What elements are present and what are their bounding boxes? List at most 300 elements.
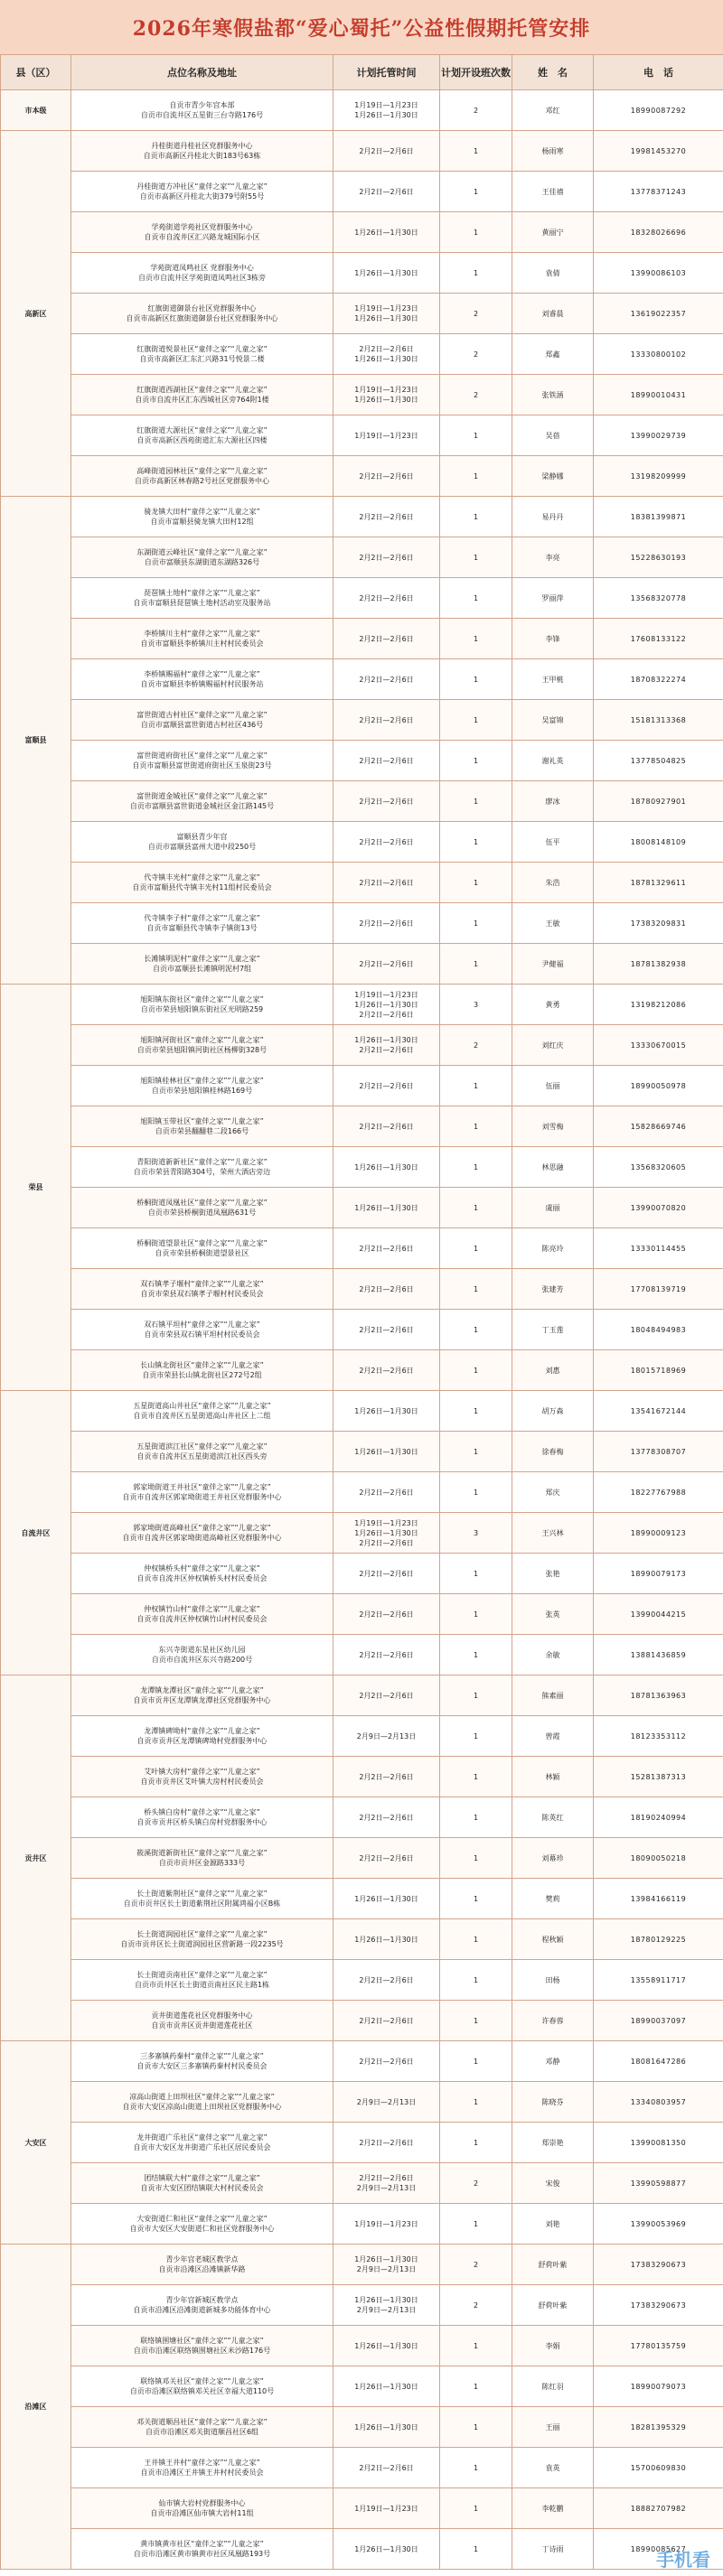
- table-row: [1, 1675, 723, 1716]
- contact-name-cell: 黄勇: [512, 985, 594, 1025]
- dates-cell: 1月26日—1月30日: [333, 1188, 440, 1228]
- phone-cell: 15181313368: [594, 700, 723, 741]
- phone-cell: 17608133122: [594, 619, 723, 659]
- dates-cell: 2月2日—2月6日: [333, 1472, 440, 1513]
- dates-cell: 2月2日—2月6日: [333, 1228, 440, 1269]
- count-cell: 1: [440, 700, 512, 741]
- table-row: [1, 2529, 723, 2570]
- table-row: [1, 1554, 723, 1594]
- count-cell: 1: [440, 212, 512, 253]
- count-cell: 1: [440, 1432, 512, 1472]
- site-cell: 桥桐街道凤凰社区“童伴之家”“儿童之家” 自贡市荣县桥桐街道凤凰路631号: [71, 1188, 333, 1228]
- dates-cell: 1月19日—1月23日 1月26日—1月30日 2月2日—2月6日: [333, 985, 440, 1025]
- site-cell: 富世街道古村社区“童伴之家”“儿童之家” 自贡市富顺县富世街道古村社区436号: [71, 700, 333, 741]
- table-row: [1, 1106, 723, 1147]
- table-row: [1, 1025, 723, 1066]
- table-row: [1, 1269, 723, 1310]
- count-cell: 1: [440, 2326, 512, 2366]
- site-cell: 郭家坳街道王井社区“童伴之家”“儿童之家” 自贡市自流井区郭家坳街道王井社区党群服务中心: [71, 1472, 333, 1513]
- phone-cell: 17708139719: [594, 1269, 723, 1310]
- phone-cell: 17383290673: [594, 2245, 723, 2285]
- contact-name-cell: 张建芳: [512, 1269, 594, 1310]
- contact-name-cell: 邓静: [512, 2041, 594, 2082]
- site-cell: 邓关街道顺昌社区“童伴之家”“儿童之家” 自贡市沿滩区邓关街道顺昌社区6组: [71, 2407, 333, 2448]
- count-cell: 1: [440, 1188, 512, 1228]
- phone-cell: 18381399871: [594, 497, 723, 537]
- count-cell: 1: [440, 1675, 512, 1716]
- phone-cell: 18780927901: [594, 781, 723, 822]
- table-row: [1, 2204, 723, 2245]
- table-row: [1, 253, 723, 294]
- count-cell: 1: [440, 456, 512, 497]
- count-cell: 1: [440, 2041, 512, 2082]
- phone-cell: 17383209831: [594, 903, 723, 944]
- table-row: [1, 456, 723, 497]
- table-row: [1, 2082, 723, 2123]
- contact-name-cell: 吴蓓: [512, 415, 594, 456]
- dates-cell: 2月2日—2月6日 2月9日—2月13日: [333, 2163, 440, 2204]
- site-cell: 旭阳镇玉带社区“童伴之家”“儿童之家” 自贡市荣县翻翻巷二段166号: [71, 1106, 333, 1147]
- contact-name-cell: 王敏: [512, 903, 594, 944]
- dates-cell: 2月2日—2月6日: [333, 1106, 440, 1147]
- dates-cell: 2月2日—2月6日: [333, 2448, 440, 2488]
- contact-name-cell: 程秋颖: [512, 1919, 594, 1960]
- phone-cell: 17780135759: [594, 2326, 723, 2366]
- site-cell: 富世街道府街社区“童伴之家”“儿童之家” 自贡市富顺县富世街道府街社区玉泉街23号: [71, 741, 333, 781]
- phone-cell: 13330114455: [594, 1228, 723, 1269]
- dates-cell: 2月2日—2月6日: [333, 1350, 440, 1391]
- count-cell: 1: [440, 1879, 512, 1919]
- phone-cell: 13330800102: [594, 334, 723, 375]
- contact-name-cell: 胡万森: [512, 1391, 594, 1432]
- count-cell: 1: [440, 903, 512, 944]
- site-cell: 长土街道润园社区“童伴之家”“儿童之家” 自贡市贡井区长土街道润园社区营新路一段2235号: [71, 1919, 333, 1960]
- county-cell: 高新区: [1, 131, 71, 497]
- table-row: [1, 294, 723, 334]
- phone-cell: 13330670015: [594, 1025, 723, 1066]
- dates-cell: 1月26日—1月30日: [333, 2366, 440, 2407]
- count-cell: 1: [440, 2448, 512, 2488]
- count-cell: 3: [440, 1513, 512, 1554]
- dates-cell: 2月2日—2月6日: [333, 2123, 440, 2163]
- phone-cell: 18227767988: [594, 1472, 723, 1513]
- dates-cell: 1月26日—1月30日: [333, 1391, 440, 1432]
- phone-cell: 13990044215: [594, 1594, 723, 1635]
- contact-name-cell: 伍平: [512, 822, 594, 863]
- table-row: [1, 2488, 723, 2529]
- table-row: [1, 2407, 723, 2448]
- phone-cell: 18190240994: [594, 1797, 723, 1838]
- site-cell: 桥头镇白房村“童伴之家”“儿童之家” 自贡市贡井区桥头镇白房村党群服务中心: [71, 1797, 333, 1838]
- site-cell: 艾叶镇大房村“童伴之家”“儿童之家” 自贡市贡井区艾叶镇大房村村民委员会: [71, 1757, 333, 1797]
- contact-name-cell: 田杨: [512, 1960, 594, 2001]
- header-dates: 计划托管时间: [333, 55, 440, 90]
- count-cell: 1: [440, 1269, 512, 1310]
- contact-name-cell: 陈红羽: [512, 2366, 594, 2407]
- phone-cell: 18990009123: [594, 1513, 723, 1554]
- site-cell: 三多寨镇药秦村“童伴之家”“儿童之家” 自贡市大安区三多寨镇药秦村村民委员会: [71, 2041, 333, 2082]
- site-cell: 富顺县青少年宫 自贡市富顺县富州大道中段250号: [71, 822, 333, 863]
- count-cell: 1: [440, 537, 512, 578]
- site-cell: 大安街道仁和社区“童伴之家”“儿童之家” 自贡市大安区大安街道仁和社区党群服务中心: [71, 2204, 333, 2245]
- phone-cell: 13778308707: [594, 1432, 723, 1472]
- count-cell: 1: [440, 2529, 512, 2570]
- dates-cell: 1月19日—1月23日: [333, 2488, 440, 2529]
- contact-name-cell: 梁静娜: [512, 456, 594, 497]
- phone-cell: 15281387313: [594, 1757, 723, 1797]
- table-row: [1, 903, 723, 944]
- contact-name-cell: 李亮: [512, 537, 594, 578]
- dates-cell: 1月26日—1月30日 2月9日—2月13日: [333, 2285, 440, 2326]
- site-cell: 团结镇联大村“童伴之家”“儿童之家” 自贡市大安区团结镇联大村村民委员会: [71, 2163, 333, 2204]
- contact-name-cell: 刘红庆: [512, 1025, 594, 1066]
- schedule-table: [0, 54, 723, 2570]
- table-row: [1, 172, 723, 212]
- contact-name-cell: 丁玉莲: [512, 1310, 594, 1350]
- count-cell: 1: [440, 131, 512, 172]
- table-body: [1, 90, 723, 2570]
- count-cell: 1: [440, 578, 512, 619]
- count-cell: 1: [440, 1391, 512, 1432]
- count-cell: 1: [440, 253, 512, 294]
- contact-name-cell: 徐春梅: [512, 1432, 594, 1472]
- contact-name-cell: 李乾鹏: [512, 2488, 594, 2529]
- dates-cell: 2月2日—2月6日: [333, 2041, 440, 2082]
- count-cell: 2: [440, 375, 512, 415]
- table-row: [1, 863, 723, 903]
- phone-cell: 18990079073: [594, 2366, 723, 2407]
- contact-name-cell: 杨雨寒: [512, 131, 594, 172]
- site-cell: 五星街道高山井社区“童伴之家”“儿童之家” 自贡市自流井区五星街道高山井社区上二组: [71, 1391, 333, 1432]
- phone-cell: 18781382938: [594, 944, 723, 985]
- site-cell: 东湖街道云峰社区“童伴之家”“儿童之家” 自贡市富顺县东湖街道东湖路326号: [71, 537, 333, 578]
- table-row: [1, 2245, 723, 2285]
- count-cell: 1: [440, 1350, 512, 1391]
- phone-cell: 13990070820: [594, 1188, 723, 1228]
- count-cell: 1: [440, 415, 512, 456]
- table-row: [1, 1310, 723, 1350]
- site-cell: 长土街道贡南社区“童伴之家”“儿童之家” 自贡市贡井区长土街道贡南社区民主路1栋: [71, 1960, 333, 2001]
- site-cell: 黄市镇黄市社区“童伴之家”“儿童之家” 自贡市沿滩区黄市镇黄市社区凤凰路193号: [71, 2529, 333, 2570]
- table-row: [1, 497, 723, 537]
- phone-cell: 18990079173: [594, 1554, 723, 1594]
- dates-cell: 2月2日—2月6日: [333, 131, 440, 172]
- phone-cell: 18990037097: [594, 2001, 723, 2041]
- site-cell: 郭家坳街道高峰社区“童伴之家”“儿童之家” 自贡市自流井区郭家坳街道高峰社区党群服务中心: [71, 1513, 333, 1554]
- dates-cell: 1月26日—1月30日: [333, 1919, 440, 1960]
- site-cell: 长滩镇明泥村“童伴之家”“儿童之家” 自贡市富顺县长滩镇明泥村7组: [71, 944, 333, 985]
- phone-cell: 13990086103: [594, 253, 723, 294]
- dates-cell: 2月2日—2月6日: [333, 1066, 440, 1106]
- phone-cell: 18990087292: [594, 90, 723, 131]
- phone-cell: 13198209999: [594, 456, 723, 497]
- table-row: [1, 741, 723, 781]
- phone-cell: 18780129225: [594, 1919, 723, 1960]
- count-cell: 1: [440, 1757, 512, 1797]
- table-row: [1, 415, 723, 456]
- phone-cell: 18990010431: [594, 375, 723, 415]
- site-cell: 红旗街道御景台社区党群服务中心 自贡市高新区红旗街道御景台社区党群服务中心: [71, 294, 333, 334]
- site-cell: 红旗街道悦景社区“童伴之家”“儿童之家” 自贡市高新区汇东汇兴路31号悦景二楼: [71, 334, 333, 375]
- contact-name-cell: 陈晓芬: [512, 2082, 594, 2123]
- phone-cell: 13990081350: [594, 2123, 723, 2163]
- contact-name-cell: 樊莉: [512, 1879, 594, 1919]
- contact-name-cell: 王兴林: [512, 1513, 594, 1554]
- count-cell: 1: [440, 1838, 512, 1879]
- dates-cell: 2月2日—2月6日: [333, 822, 440, 863]
- contact-name-cell: 李娟: [512, 2326, 594, 2366]
- phone-cell: 15828669746: [594, 1106, 723, 1147]
- site-cell: 学苑街道学苑社区党群服务中心 自贡市自流井区汇兴路龙城国际小区: [71, 212, 333, 253]
- dates-cell: 1月19日—1月23日 1月26日—1月30日: [333, 294, 440, 334]
- table-row: [1, 212, 723, 253]
- contact-name-cell: 朱浩: [512, 863, 594, 903]
- table-row: [1, 334, 723, 375]
- contact-name-cell: 吴富锦: [512, 700, 594, 741]
- contact-name-cell: 熊素丽: [512, 1675, 594, 1716]
- site-cell: 青少年宫老城区教学点 自贡市沿滩区沿滩镇新华路: [71, 2245, 333, 2285]
- table-row: [1, 822, 723, 863]
- contact-name-cell: 袁英: [512, 2448, 594, 2488]
- count-cell: 1: [440, 2407, 512, 2448]
- contact-name-cell: 刘睿晨: [512, 294, 594, 334]
- contact-name-cell: 郑鑫: [512, 334, 594, 375]
- contact-name-cell: 张铁涵: [512, 375, 594, 415]
- dates-cell: 2月2日—2月6日: [333, 903, 440, 944]
- county-cell: 大安区: [1, 2041, 71, 2245]
- site-cell: 龙井街道广乐社区“童伴之家”“儿童之家” 自贡市大安区龙井街道广乐社区居民委员会: [71, 2123, 333, 2163]
- phone-cell: 13541672144: [594, 1391, 723, 1432]
- site-cell: 凉高山街道上田坝社区“童伴之家”“儿童之家” 自贡市大安区凉高山街道上田坝社区党群服务中心: [71, 2082, 333, 2123]
- phone-cell: 18123353112: [594, 1716, 723, 1757]
- contact-name-cell: 李锋: [512, 619, 594, 659]
- phone-cell: 19981453270: [594, 131, 723, 172]
- contact-name-cell: 张艳: [512, 1554, 594, 1594]
- site-cell: 双石镇平坦村“童伴之家”“儿童之家” 自贡市荣县双石镇平坦村村民委员会: [71, 1310, 333, 1350]
- table-row: [1, 1838, 723, 1879]
- phone-cell: 18990085627: [594, 2529, 723, 2570]
- dates-cell: 2月2日—2月6日: [333, 1269, 440, 1310]
- site-cell: 红旗街道西湖社区“童伴之家”“儿童之家” 自贡市自流井区汇东西城社区旁764附1楼: [71, 375, 333, 415]
- table-row: [1, 2366, 723, 2407]
- count-cell: 1: [440, 1147, 512, 1188]
- dates-cell: 2月2日—2月6日: [333, 1757, 440, 1797]
- contact-name-cell: 张英: [512, 1594, 594, 1635]
- table-row: [1, 2448, 723, 2488]
- table-row: [1, 1188, 723, 1228]
- count-cell: 2: [440, 2245, 512, 2285]
- count-cell: 1: [440, 1635, 512, 1675]
- phone-cell: 18048494983: [594, 1310, 723, 1350]
- table-row: [1, 985, 723, 1025]
- phone-cell: 18281395329: [594, 2407, 723, 2448]
- contact-name-cell: 易丹丹: [512, 497, 594, 537]
- contact-name-cell: 袁倩: [512, 253, 594, 294]
- count-cell: 1: [440, 2123, 512, 2163]
- phone-cell: 13778371243: [594, 172, 723, 212]
- table-row: [1, 1066, 723, 1106]
- table-row: [1, 1594, 723, 1635]
- dates-cell: 2月2日—2月6日: [333, 741, 440, 781]
- count-cell: 1: [440, 944, 512, 985]
- count-cell: 1: [440, 2488, 512, 2529]
- dates-cell: 2月2日—2月6日: [333, 1797, 440, 1838]
- dates-cell: 2月2日—2月6日: [333, 1675, 440, 1716]
- contact-name-cell: 黄丽宁: [512, 212, 594, 253]
- site-cell: 李桥镇赐福村“童伴之家”“儿童之家” 自贡市富顺县李桥镇赐福村村民服务站: [71, 659, 333, 700]
- count-cell: 2: [440, 294, 512, 334]
- phone-cell: 18008148109: [594, 822, 723, 863]
- phone-cell: 18990050978: [594, 1066, 723, 1106]
- dates-cell: 1月26日—1月30日: [333, 1879, 440, 1919]
- watermark-logo: 手机看: [656, 2549, 710, 2571]
- count-cell: 1: [440, 1228, 512, 1269]
- page-title: 2026年寒假盐都“爱心蜀托”公益性假期托管安排: [132, 16, 591, 41]
- dates-cell: 2月2日—2月6日: [333, 659, 440, 700]
- phone-cell: 13990598877: [594, 2163, 723, 2204]
- site-cell: 琵琶镇土地村“童伴之家”“儿童之家” 自贡市富顺县琵琶镇土地村活动室及服务站: [71, 578, 333, 619]
- contact-name-cell: 曾霞: [512, 1716, 594, 1757]
- count-cell: 1: [440, 1106, 512, 1147]
- dates-cell: 1月19日—1月23日: [333, 2204, 440, 2245]
- count-cell: 1: [440, 1594, 512, 1635]
- site-cell: 筱溪街道新街社区“童伴之家”“儿童之家” 自贡市贡井区金源路333号: [71, 1838, 333, 1879]
- dates-cell: 1月26日—1月30日: [333, 253, 440, 294]
- dates-cell: 1月19日—1月23日 1月26日—1月30日: [333, 375, 440, 415]
- phone-cell: 13198212086: [594, 985, 723, 1025]
- contact-name-cell: 陈亮玲: [512, 1228, 594, 1269]
- table-row: [1, 90, 723, 131]
- dates-cell: 2月9日—2月13日: [333, 1716, 440, 1757]
- table-row: [1, 1147, 723, 1188]
- phone-cell: 13558911717: [594, 1960, 723, 2001]
- site-cell: 仙市镇大岩村党群服务中心 自贡市沿滩区仙市镇大岩村11组: [71, 2488, 333, 2529]
- phone-cell: 13984166119: [594, 1879, 723, 1919]
- dates-cell: 2月2日—2月6日: [333, 781, 440, 822]
- site-cell: 学苑街道凤鸣社区 党群服务中心 自贡市自流井区学苑街道凤鸣社区3栋旁: [71, 253, 333, 294]
- header-county: 县（区）: [1, 55, 71, 90]
- phone-cell: 18090050218: [594, 1838, 723, 1879]
- table-row: [1, 1513, 723, 1554]
- count-cell: 2: [440, 90, 512, 131]
- dates-cell: 2月2日—2月6日: [333, 863, 440, 903]
- contact-name-cell: 邓红: [512, 90, 594, 131]
- contact-name-cell: 郑崇艳: [512, 2123, 594, 2163]
- dates-cell: 2月2日—2月6日: [333, 456, 440, 497]
- dates-cell: 2月2日—2月6日: [333, 1635, 440, 1675]
- phone-cell: 13990029739: [594, 415, 723, 456]
- header-site: 点位名称及地址: [71, 55, 333, 90]
- contact-name-cell: 刘雪梅: [512, 1106, 594, 1147]
- dates-cell: 1月19日—1月23日 1月26日—1月30日 2月2日—2月6日: [333, 1513, 440, 1554]
- dates-cell: 1月19日—1月23日 1月26日—1月30日: [333, 90, 440, 131]
- contact-name-cell: 刘幕珍: [512, 1838, 594, 1879]
- count-cell: 1: [440, 2204, 512, 2245]
- table-row: [1, 2041, 723, 2082]
- contact-name-cell: 陈英红: [512, 1797, 594, 1838]
- contact-name-cell: 刘艳: [512, 2204, 594, 2245]
- dates-cell: 1月26日—1月30日: [333, 1147, 440, 1188]
- count-cell: 1: [440, 497, 512, 537]
- contact-name-cell: 王丽: [512, 2407, 594, 2448]
- phone-cell: 18708322274: [594, 659, 723, 700]
- count-cell: 1: [440, 2366, 512, 2407]
- site-cell: 骑龙镇大田村“童伴之家”“儿童之家” 自贡市富顺县骑龙镇大田村12组: [71, 497, 333, 537]
- site-cell: 双石镇孝子堰村“童伴之家”“儿童之家” 自贡市荣县双石镇孝子堰村村民委员会: [71, 1269, 333, 1310]
- contact-name-cell: 刘惠: [512, 1350, 594, 1391]
- table-header-row: [1, 55, 723, 90]
- count-cell: 1: [440, 1554, 512, 1594]
- table-row: [1, 1797, 723, 1838]
- table-row: [1, 1919, 723, 1960]
- table-row: [1, 1879, 723, 1919]
- contact-name-cell: 林思融: [512, 1147, 594, 1188]
- phone-cell: 15700609830: [594, 2448, 723, 2488]
- count-cell: 1: [440, 1472, 512, 1513]
- table-row: [1, 2123, 723, 2163]
- table-row: [1, 1350, 723, 1391]
- site-cell: 仲权镇竹山村“童伴之家”“儿童之家” 自贡市自流井区仲权镇竹山村村民委员会: [71, 1594, 333, 1635]
- site-cell: 自贡市青少年宫本部 自贡市自流井区五星街三台寺路176号: [71, 90, 333, 131]
- dates-cell: 2月2日—2月6日: [333, 578, 440, 619]
- count-cell: 1: [440, 172, 512, 212]
- site-cell: 联络镇围塘社区“童伴之家”“儿童之家” 自贡市沿滩区联络镇围塘社区米沙路176号: [71, 2326, 333, 2366]
- contact-name-cell: 尹健福: [512, 944, 594, 985]
- count-cell: 1: [440, 2001, 512, 2041]
- county-cell: 市本级: [1, 90, 71, 131]
- table-row: [1, 131, 723, 172]
- dates-cell: 2月2日—2月6日: [333, 1960, 440, 2001]
- dates-cell: 2月2日—2月6日: [333, 537, 440, 578]
- site-cell: 王井镇王井村“童伴之家”“儿童之家” 自贡市沿滩区王井镇王井村村民委员会: [71, 2448, 333, 2488]
- count-cell: 1: [440, 781, 512, 822]
- county-cell: 贡井区: [1, 1675, 71, 2041]
- table-row: [1, 2285, 723, 2326]
- site-cell: 李桥镇川主村“童伴之家”“儿童之家” 自贡市富顺县李桥镇川主村村民委员会: [71, 619, 333, 659]
- table-row: [1, 781, 723, 822]
- table-row: [1, 537, 723, 578]
- site-cell: 富世街道金城社区“童伴之家”“儿童之家” 自贡市富顺县富世街道金城社区金江路145号: [71, 781, 333, 822]
- site-cell: 青少年宫新城区教学点 自贡市沿滩区沿滩街道新城多功能体育中心: [71, 2285, 333, 2326]
- site-cell: 五星街道滨江社区“童伴之家”“儿童之家” 自贡市自流井区五星街道滨江社区西头旁: [71, 1432, 333, 1472]
- contact-name-cell: 舒荷叶紫: [512, 2285, 594, 2326]
- table-row: [1, 1716, 723, 1757]
- contact-name-cell: 王甲桃: [512, 659, 594, 700]
- table-row: [1, 578, 723, 619]
- contact-name-cell: 许春蓉: [512, 2001, 594, 2041]
- contact-name-cell: 林颖: [512, 1757, 594, 1797]
- contact-name-cell: 宋俊: [512, 2163, 594, 2204]
- phone-cell: 18015718969: [594, 1350, 723, 1391]
- dates-cell: 1月26日—1月30日 2月9日—2月13日: [333, 2245, 440, 2285]
- count-cell: 1: [440, 1716, 512, 1757]
- header-count: 计划开设班次数: [440, 55, 512, 90]
- count-cell: 1: [440, 1310, 512, 1350]
- phone-cell: 17383290673: [594, 2285, 723, 2326]
- site-cell: 桥桐街道望景社区“童伴之家”“儿童之家” 自贡市荣县桥桐街道望景社区: [71, 1228, 333, 1269]
- table-row: [1, 1472, 723, 1513]
- count-cell: 1: [440, 2082, 512, 2123]
- dates-cell: 2月2日—2月6日: [333, 1594, 440, 1635]
- count-cell: 1: [440, 741, 512, 781]
- table-row: [1, 659, 723, 700]
- dates-cell: 2月2日—2月6日: [333, 700, 440, 741]
- county-cell: 沿滩区: [1, 2245, 71, 2570]
- count-cell: 2: [440, 1025, 512, 1066]
- site-cell: 仲权镇桥头村“童伴之家”“儿童之家” 自贡市自流井区仲权镇桥头村村民委员会: [71, 1554, 333, 1594]
- table-row: [1, 2001, 723, 2041]
- dates-cell: 2月2日—2月6日: [333, 1838, 440, 1879]
